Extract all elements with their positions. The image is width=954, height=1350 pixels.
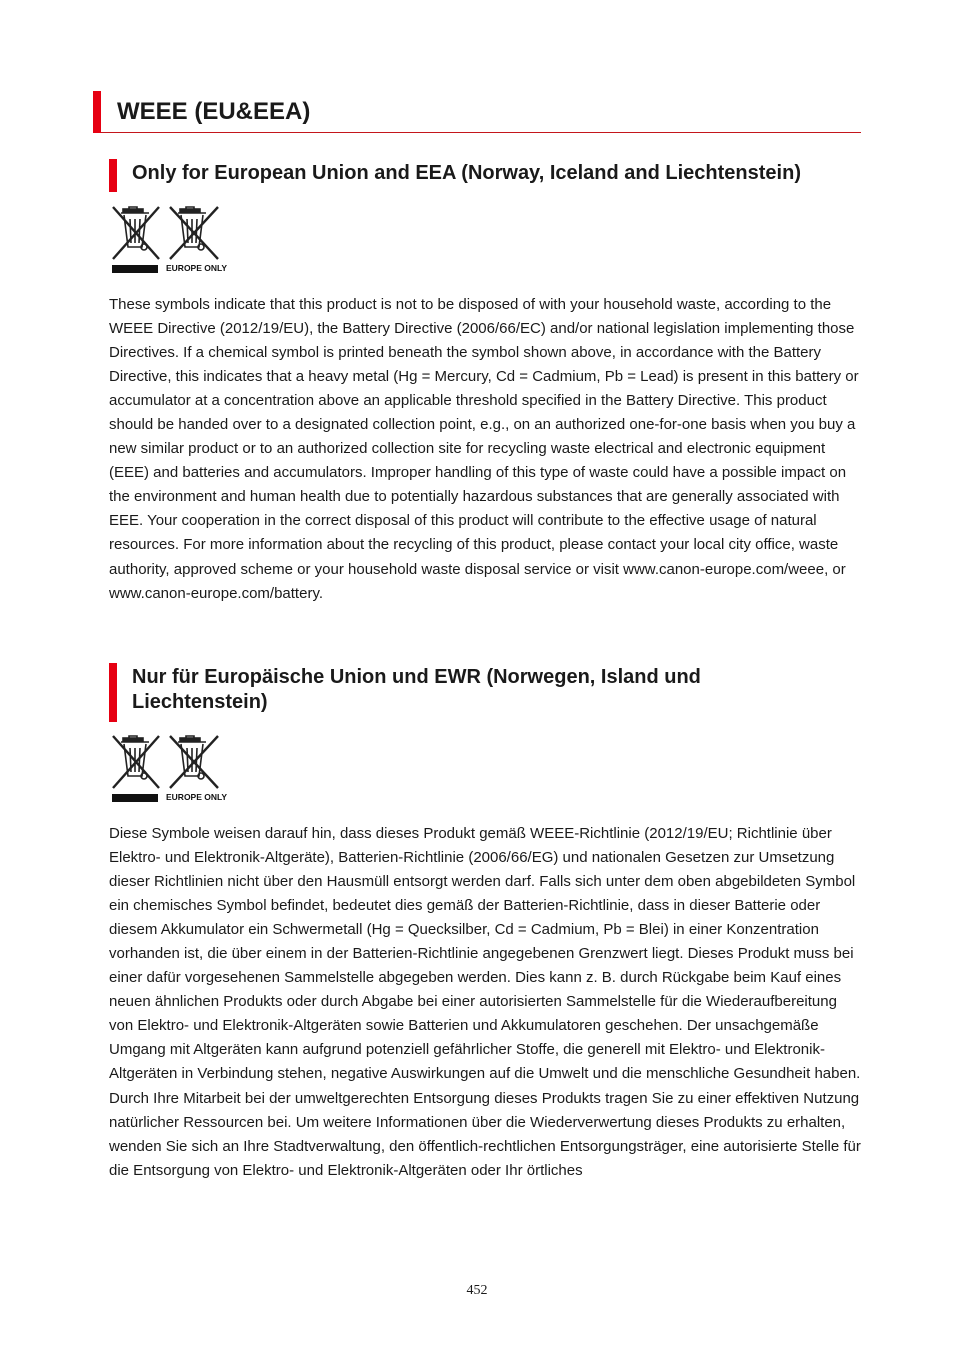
heading-accent-bar	[109, 663, 117, 722]
title-accent-bar	[93, 91, 101, 133]
crossed-out-bin-icon	[113, 207, 159, 259]
section-body-de: Diese Symbole weisen darauf hin, dass dieses Produkt gemäß WEEE-Richtlinie (2012/19/EU; Richtlinie über Elektro- und Elektronik-Altgeräte), Batterien-Richtlinie (2006/66/EG) und nationalen Gesetzen zur Umsetzung dieser Richtlinien nicht über den Hausmüll entsorgt werden darf. Falls sich unter dem oben abgebildeten Symbol ein chemisches Symbol befindet, bedeutet dies gemäß der Batterien-Richtlinie, dass in dieser Batterie oder diesem Akkumulator ein Schwermetall (Hg = Quecksilber, Cd = Cadmium, Pb = Blei) in einer Konzentration vorhanden ist, die über einem in der Batterien-Richtlinie angegebenen Grenzwert liegt. Dieses Produkt muss bei einer dafür vorgesehenen Sammelstelle abgegeben werden. Dies kann z. B. durch Rückgabe beim Kauf eines neuen ähnlichen Produkts oder durch Abgabe bei einer autorisierten Sammelstelle für die Wiederaufbereitung von Elektro- und Elektronik-Altgeräten sowie Batterien und Akkumulatoren geschehen. Der unsachgemäße Umgang mit Altgeräten kann aufgrund potenziell gefährlicher Stoffe, die generell mit Elektro- und Elektronik-Altgeräten in Verbindung stehen, negative Auswirkungen auf die Umwelt und die menschliche Gesundheit haben. Durch Ihre Mitarbeit bei der umweltgerechten Entsorgung dieses Produkts tragen Sie zu einer effektiven Nutzung natürlicher Ressourcen bei. Um weitere Informationen über die Wiederverwertung dieses Produkts zu erhalten, wenden Sie sich an Ihre Stadtverwaltung, den öffentlich-rechtlichen Entsorgungsträger, eine autorisierte Stelle für die Entsorgung von Elektro- und Elektronik-Altgeräten oder Ihr örtliches	[109, 825, 861, 1179]
solid-bar-icon	[112, 794, 158, 802]
heading-accent-bar	[109, 159, 117, 192]
crossed-out-bin-europe-icon	[170, 736, 218, 788]
europe-only-caption: EUROPE ONLY	[166, 263, 227, 273]
section-body-eu: These symbols indicate that this product is not to be disposed of with your household waste, according to the WEEE Directive (2012/19/EU), the Battery Directive (2006/66/EC) and/or national legislation implementing those Directives. If a chemical symbol is printed beneath the symbol shown above, in accordance with the Battery Directive, this indicates that a heavy metal (Hg = Mercury, Cd = Cadmium, Pb = Lead) is present in this battery or accumulator at a concentration above an applicable threshold specified in the Battery Directive. This product should be handed over to a designated collection point, e.g., on an authorized one-for-one basis when you buy a new similar product or to an authorized collection site for recycling waste electrical and electronic equipment (EEE) and batteries and accumulators. Improper handling of this type of waste could have a possible impact on the environment and human health due to potentially hazardous substances that are generally associated with EEE. Your cooperation in the correct disposal of this product will contribute to the effective usage of natural resources. For more information about the recycling of this product, please contact your local city office, waste authority, approved scheme or your household waste disposal service or visit www.canon-europe.com/weee, or www.canon-europe.com/battery.	[109, 296, 859, 602]
crossed-out-bin-europe-icon	[170, 207, 218, 259]
section-heading-text: Nur für Europäische Union und EWR (Norwegen, Island und Liechtenstein)	[132, 666, 701, 713]
page-title-text: WEEE (EU&EEA)	[117, 98, 311, 125]
page-number: 452	[466, 1283, 488, 1298]
page-title	[93, 91, 861, 133]
weee-symbols	[109, 732, 227, 806]
solid-bar-icon	[112, 265, 158, 273]
europe-only-caption: EUROPE ONLY	[166, 792, 227, 802]
section-heading-text: Only for European Union and EEA (Norway, Iceland and Liechtenstein)	[132, 162, 801, 184]
weee-symbols	[109, 203, 227, 277]
crossed-out-bin-icon	[113, 736, 159, 788]
